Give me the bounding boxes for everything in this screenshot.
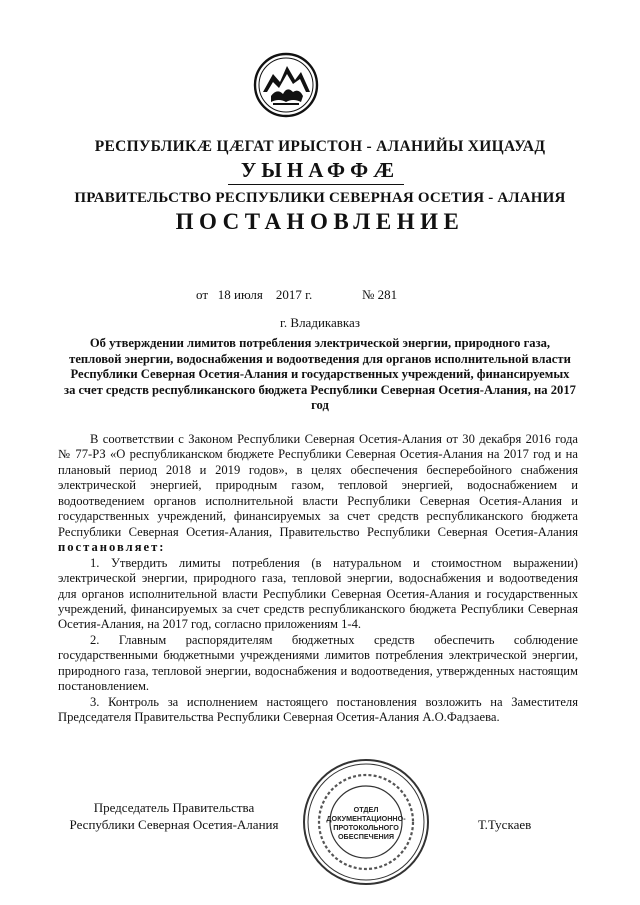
signatory-position [56, 799, 292, 833]
ossetian-document-type: УЫНАФФÆ [240, 158, 400, 182]
document-city: г. Владикавказ [280, 315, 360, 330]
body-intro-paragraph [58, 432, 578, 556]
body-item-2: 2. Главным распорядителям бюджетных средств обеспечить соблюдение государственными бюджетными учреждениями лимитов потребления электрической энергии, природного газа, тепловой энергии, водоснабжения и водоотведения, утвержденных настоящим постановлением. [58, 632, 578, 694]
svg-text:ОТДЕЛ: ОТДЕЛ [353, 805, 379, 814]
government-heading: ПРАВИТЕЛЬСТВО РЕСПУБЛИКИ СЕВЕРНАЯ ОСЕТИЯ - АЛАНИЯ [74, 190, 566, 206]
document-number: № 281 [362, 287, 398, 302]
document-type-heading: ПОСТАНОВЛЕНИЕ [175, 209, 465, 234]
signatory-position-line-2: Республики Северная Осетия-Алания [69, 817, 279, 832]
svg-text:ПРОТОКОЛЬНОГО: ПРОТОКОЛЬНОГО [333, 823, 399, 832]
header-divider [228, 184, 404, 185]
date-year: 2017 г. [275, 287, 313, 302]
body-item-1: 1. Утвердить лимиты потребления (в натуральном и стоимостном выражении) электрической энергии, природного газа, тепловой энергии, водоснабжения и водоотведения для органов исполнительной власти Республики Северная Осетия-Алания и государственных учреждений, финансируемых за счет средств республиканского бюджета Республики Северная Осетия-Алания, на 2017 год, согласно приложениям 1-4. [58, 555, 578, 632]
svg-text:ОБЕСПЕЧЕНИЯ: ОБЕСПЕЧЕНИЯ [337, 832, 395, 841]
document-body [58, 432, 578, 726]
official-stamp [300, 756, 432, 888]
body-intro-text: В соответствии с Законом Республики Северная Осетия-Алания от 30 декабря 2016 года № 77-РЗ «О республиканском бюджете Республики Северная Осетия-Алания на 2017 год и на плановый период 2018 и 2019 годов», в целях обеспечения бесперебойного снабжения электрической энергией, природным газом, тепловой энергией, водоснабжением и водоотведением органов исполнительной власти Республики Северная Осетия-Алания и государственных учреждений, финансируемых за счет средств республиканского бюджета Республики Северная Осетия-Алания, Правительство Республики Северная Осетия-Алания [58, 432, 578, 539]
ossetian-republic-heading: РЕСПУБЛИКÆ ЦÆГАТ ИРЫСТОН - АЛАНИЙЫ ХИЦАУАД [94, 138, 546, 155]
date-day-month: 18 июля [217, 287, 263, 302]
svg-text:ДОКУМЕНТАЦИОННО-: ДОКУМЕНТАЦИОННО- [326, 814, 406, 823]
document-title: Об утверждении лимитов потребления электрической энергии, природного газа, тепловой энергии, водоснабжения и водоотведения для органов исполнительной власти Республики Северная Осетия-Алания и государственных учреждений, финансируемых за счет средств республиканского бюджета Республики Северная Осетия-Алания, на 2017 год [64, 336, 576, 413]
body-item-3: 3. Контроль за исполнением настоящего постановления возложить на Заместителя Председателя Правительства Республики Северная Осетия-Алания А.О.Фадзаева. [58, 694, 578, 725]
document-date [196, 287, 312, 303]
resolves-word: постановляет: [58, 540, 166, 555]
signatory-position-line-1: Председатель Правительства [93, 800, 255, 815]
date-prefix: от [196, 287, 209, 302]
signatory-name: Т.Тускаев [478, 817, 532, 832]
coat-of-arms-emblem [253, 52, 319, 118]
